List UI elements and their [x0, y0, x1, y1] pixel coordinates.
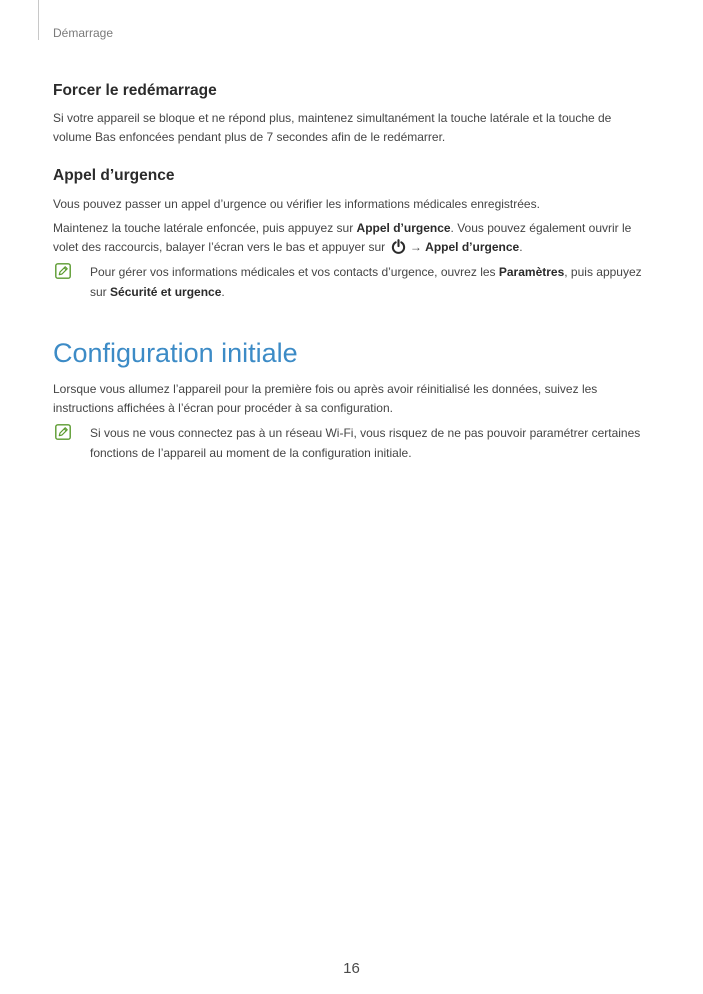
page-content: [53, 82, 653, 463]
power-icon: [391, 239, 406, 254]
emergency-call-intro: Vous pouvez passer un appel d’urgence ou vérifier les informations médicales enregistrées.: [53, 197, 540, 211]
safety-emergency-term: Sécurité et urgence: [110, 285, 222, 299]
instruction-text: .: [519, 240, 523, 254]
initial-setup-text: Lorsque vous allumez l’appareil pour la première fois ou après avoir réinitialisé les données, suivez les instructions affichées à l’écran pour procéder à sa configuration.: [53, 382, 598, 415]
section-title-emergency-call: Appel d’urgence: [53, 167, 175, 184]
instruction-text: . Vous pouvez également ouvrir le volet des raccourcis, balayer l’écran vers le bas et appuyer sur: [53, 221, 632, 254]
page-number: 16: [343, 960, 360, 977]
instruction-text: Maintenez la touche latérale enfoncée, puis appuyez sur: [53, 221, 357, 235]
section-title-force-restart: Forcer le redémarrage: [53, 82, 217, 99]
emergency-call-term: Appel d’urgence: [425, 240, 520, 254]
note-text-part: , puis appuyez sur: [90, 265, 642, 299]
note-pencil-icon: [55, 263, 71, 279]
force-restart-text: Si votre appareil se bloque et ne répond plus, maintenez simultanément la touche latérale et la touche de volume Bas enfoncées pendant plus de 7 secondes afin de le redémarrer.: [53, 111, 612, 144]
note-emergency-settings: [53, 262, 653, 302]
note-text-part: Pour gérer vos informations médicales et vos contacts d’urgence, ouvrez les: [90, 265, 499, 279]
note-pencil-icon: [55, 424, 71, 440]
emergency-call-term: Appel d’urgence: [356, 221, 451, 235]
note-text-part: .: [221, 285, 225, 299]
arrow-separator: →: [406, 240, 426, 254]
note-wifi-setup: [53, 423, 653, 463]
note-text: Si vous ne vous connectez pas à un réseau Wi-Fi, vous risquez de ne pas pouvoir paramétrer certaines fonctions de l’appareil au moment de la configuration initiale.: [90, 426, 641, 460]
running-header: Démarrage: [53, 26, 114, 40]
header-side-rule: [38, 0, 39, 40]
chapter-title-initial-setup: Configuration initiale: [53, 338, 298, 368]
settings-term: Paramètres: [498, 265, 565, 279]
emergency-call-instructions: [53, 219, 653, 257]
note-text: [90, 262, 653, 302]
